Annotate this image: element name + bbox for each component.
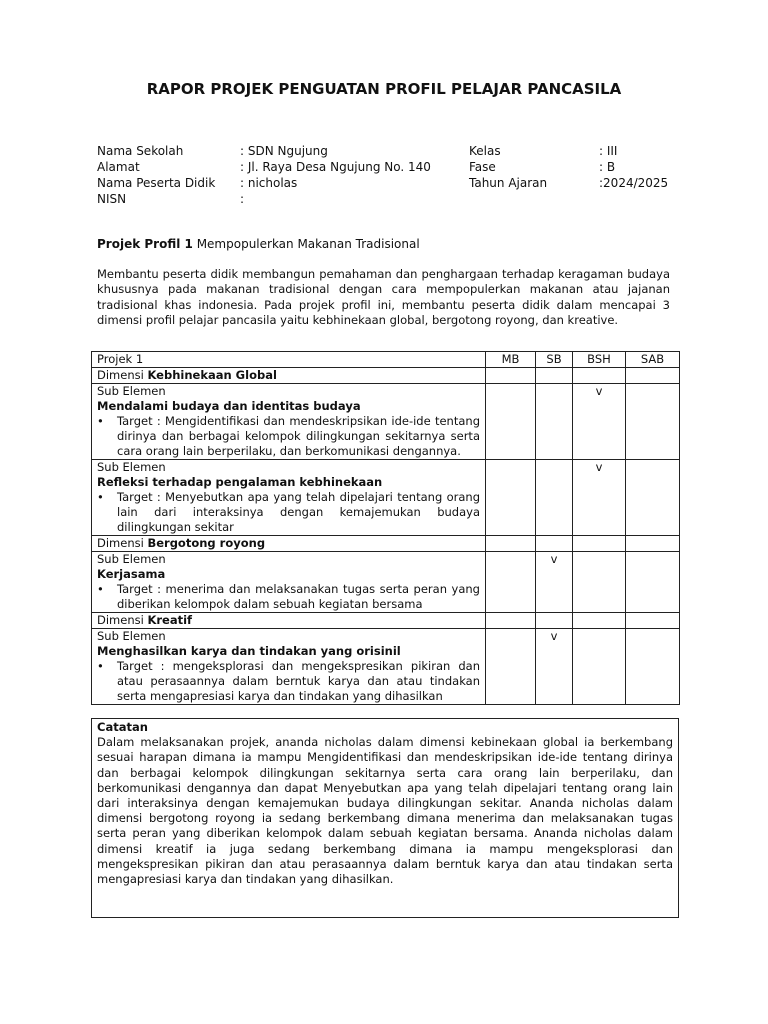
empty-mark-cell [573,613,626,629]
target-item [97,490,480,535]
mark-cell [486,629,536,705]
empty-mark-cell [536,613,573,629]
info-row [469,143,668,159]
dimension-prefix: Dimensi [97,368,144,382]
sub-element-row [92,384,680,460]
dimension-name: Kebhinekaan Global [147,368,277,382]
student-info-right [469,143,668,191]
empty-mark-cell [573,368,626,384]
info-value: :2024/2025 [599,176,669,190]
empty-mark-cell [626,536,680,552]
dimension-row [92,536,680,552]
mark-cell: v [573,384,626,460]
target-item [97,582,480,612]
header-col: SB [536,352,573,368]
assessment-table [91,351,680,705]
info-label: Fase [469,160,496,174]
empty-mark-cell [486,536,536,552]
dimension-cell [92,536,486,552]
header-project: Projek 1 [92,352,486,368]
info-row [97,175,431,191]
mark-cell [486,460,536,536]
dimension-cell [92,368,486,384]
mark-cell [626,629,680,705]
header-col: SAB [626,352,680,368]
sub-element-row [92,460,680,536]
sub-element-row [92,629,680,705]
sub-element-title: Kerjasama [97,567,166,581]
mark-cell [486,384,536,460]
info-value: : III [599,144,618,158]
sub-element-label: Sub Elemen [97,460,166,474]
info-row [97,159,431,175]
info-row [469,159,668,175]
mark-cell: v [536,552,573,613]
empty-mark-cell [626,368,680,384]
empty-mark-cell [486,613,536,629]
mark-cell [486,552,536,613]
mark-cell [536,384,573,460]
mark-cell [573,552,626,613]
notes-box [91,718,679,918]
mark-cell: v [536,629,573,705]
project-label: Projek Profil 1 [97,237,193,251]
header-col: MB [486,352,536,368]
empty-mark-cell [536,368,573,384]
info-row [97,143,431,159]
bullet-icon: • [97,490,104,504]
table-header-row [92,352,680,368]
sub-element-cell [92,629,486,705]
sub-element-label: Sub Elemen [97,629,166,643]
empty-mark-cell [486,368,536,384]
empty-mark-cell [626,613,680,629]
dimension-row [92,368,680,384]
dimension-prefix: Dimensi [97,536,144,550]
mark-cell [573,629,626,705]
header-col: BSH [573,352,626,368]
sub-element-title: Mendalami budaya dan identitas budaya [97,399,361,413]
sub-element-title: Menghasilkan karya dan tindakan yang orisinil [97,644,401,658]
report-title: RAPOR PROJEK PENGUATAN PROFIL PELAJAR PANCASILA [146,80,622,98]
dimension-row [92,613,680,629]
target-item [97,414,480,459]
student-info-left [97,143,431,207]
empty-mark-cell [536,536,573,552]
dimension-prefix: Dimensi [97,613,144,627]
bullet-icon: • [97,582,104,596]
mark-cell [626,384,680,460]
target-text: Target : mengeksplorasi dan mengekspresikan pikiran dan atau perasaannya dalam berntuk karya dan atau tindakan serta mengapresiasi karya dan tindakan yang dihasilkan [117,659,480,703]
sub-element-row [92,552,680,613]
project-description: Membantu peserta didik membangun pemahaman dan penghargaan terhadap keragaman budaya khususnya pada makanan tradisional dengan cara mempopulerkan makanan atau jajanan tradisional khas indonesia. Pada projek profil ini, membantu peserta didik dalam mencapai 3 dimensi profil pelajar pancasila yaitu kebhinekaan global, bergotong royong, dan kreative. [97,267,670,328]
info-value: : nicholas [240,176,298,190]
notes-heading: Catatan [97,720,148,734]
dimension-cell [92,613,486,629]
info-label: Nama Sekolah [97,144,184,158]
target-text: Target : Menyebutkan apa yang telah dipelajari tentang orang lain dari interaksinya dengan kemajemukan budaya dilingkungan sekitar [117,490,480,534]
mark-cell: v [573,460,626,536]
info-value: : Jl. Raya Desa Ngujung No. 140 [240,160,431,174]
info-label: Alamat [97,160,140,174]
mark-cell [626,552,680,613]
target-text: Target : menerima dan melaksanakan tugas serta peran yang diberikan kelompok dalam sebuah kegiatan bersama [117,582,480,611]
sub-element-label: Sub Elemen [97,552,166,566]
project-name: Mempopulerkan Makanan Tradisional [196,237,420,251]
sub-element-title: Refleksi terhadap pengalaman kebhinekaan [97,475,383,489]
sub-element-cell [92,460,486,536]
sub-element-cell [92,552,486,613]
empty-mark-cell [573,536,626,552]
target-item [97,659,480,704]
dimension-name: Bergotong royong [147,536,266,550]
info-value: : SDN Ngujung [240,144,328,158]
dimension-name: Kreatif [147,613,193,627]
mark-cell [536,460,573,536]
target-text: Target : Mengidentifikasi dan mendeskripsikan ide-ide tentang dirinya dan berbagai kelompok dilingkungan sekitarnya serta cara orang lain berperilaku, dan berkomunikasi dengannya. [117,414,480,458]
sub-element-label: Sub Elemen [97,384,166,398]
sub-element-cell [92,384,486,460]
info-row [469,175,668,191]
info-label: Nama Peserta Didik [97,176,216,190]
info-value: : [240,192,245,206]
info-label: NISN [97,192,127,206]
info-label: Kelas [469,144,501,158]
project-heading [97,237,420,251]
bullet-icon: • [97,414,104,428]
mark-cell [626,460,680,536]
notes-text: Dalam melaksanakan projek, ananda nicholas dalam dimensi kebinekaan global ia berkembang sesuai harapan dimana ia mampu Mengidentifikasi dan mendeskripsikan ide-ide tentang dirinya dan berbagai kelompok dilingkungan sekitarnya serta cara orang lain berperilaku, dan berkomunikasi dengannya dan dapat Menyebutkan apa yang telah dipelajari tentang orang lain dari interaksinya dengan kemajemukan budaya dilingkungan sekitar. Ananda nicholas dalam dimensi bergotong royong ia sedang berkembang dimana menerima dan melaksanakan tugas serta peran yang diberikan kelompok dalam sebuah kegiatan bersama. Ananda nicholas dalam dimensi kreatif ia juga sedang berkembang dimana ia mampu mengeksplorasi dan mengekspresikan pikiran dan atau perasaannya dalam berntuk karya dan atau tindakan serta mengapresiasi karya dan tindakan yang dihasilkan. [97,735,673,887]
info-label: Tahun Ajaran [469,176,548,190]
info-row [97,191,431,207]
bullet-icon: • [97,659,104,673]
info-value: : B [599,160,616,174]
